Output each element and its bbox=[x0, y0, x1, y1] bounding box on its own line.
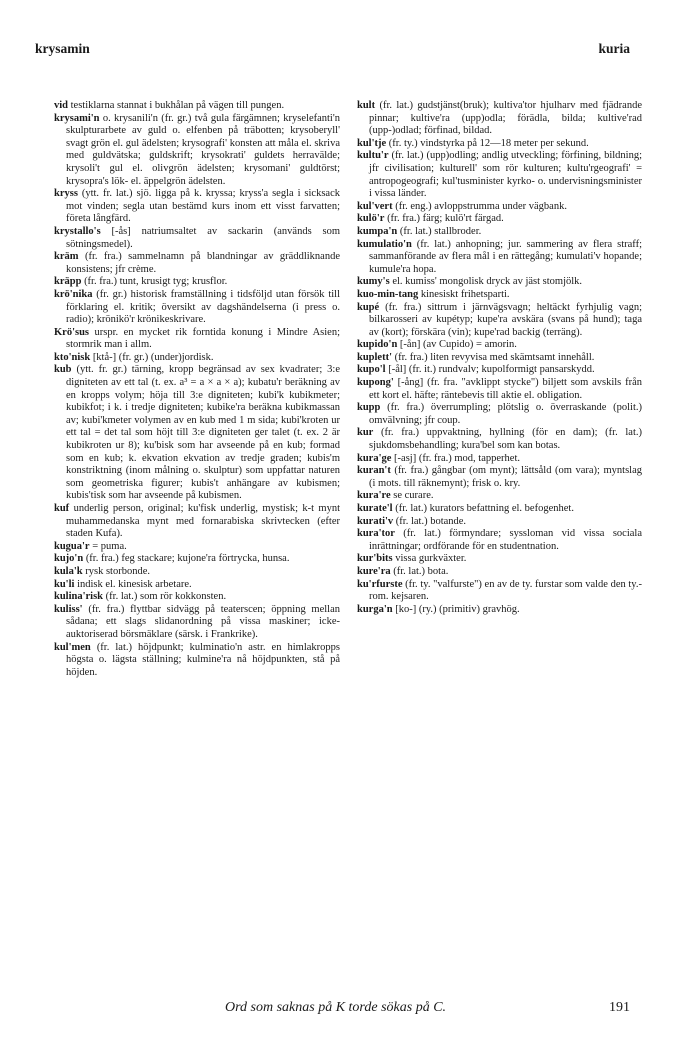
entry: kultu'r (fr. lat.) (upp)odling; andlig utveckling; förfining, bildning; jfr civilisation; kulturell' som rör kulturen; kultu'rgeografi' = antropogeografi; kul'tusminister kyrko- o. undervisningsminister i vissa länder. bbox=[357, 150, 642, 200]
entry: kura're se curare. bbox=[357, 490, 434, 502]
entry: kumulatio'n (fr. lat.) anhopning; jur. sammering av flera straff; sammanförande av flera mål i en rättegång; kumulati'v hopande; kumule'ra hopa. bbox=[357, 238, 642, 275]
entry: vid testiklarna stannat i bukhålan på vägen till pungen. bbox=[54, 100, 285, 111]
entry: ku'li indisk el. kinesisk arbetare. bbox=[54, 578, 192, 590]
entry: kur (fr. fra.) uppvaktning, hyllning (för en dam); (fr. lat.) sjukdomsbehandling; kura'bel som kan botas. bbox=[357, 427, 642, 452]
entry: kurga'n [ko-] (ry.) (primitiv) gravhög. bbox=[357, 603, 520, 615]
entry: kulö'r (fr. fra.) färg; kulö'rt färgad. bbox=[357, 213, 504, 225]
entry: kumpa'n (fr. lat.) stallbroder. bbox=[357, 225, 482, 237]
entry: kryss (ytt. fr. lat.) sjö. ligga på k. kryssa; kryss'a segla i sicksack mot vinden; segla utan bestämd kurs inom ett visst farvatten; företa långfärd. bbox=[54, 188, 340, 225]
entry: kujo'n (fr. fra.) feg stackare; kujone'ra förtrycka, hunsa. bbox=[54, 553, 290, 565]
last-guide-word: kuria bbox=[598, 41, 630, 56]
entry: kuf underlig person, original; ku'fisk underlig, mystisk; k-t mynt muhammedanska mynt med fornarabiska skrivtecken (efter staden Kufa). bbox=[54, 503, 340, 540]
right-column bbox=[357, 100, 642, 616]
entry: kulina'risk (fr. lat.) som rör kokkonsten. bbox=[54, 591, 227, 603]
entry: kupo'l [-ål] (fr. it.) rundvalv; kupolformigt pansarskydd. bbox=[357, 364, 595, 376]
entry: kupé (fr. fra.) sittrum i järnvägsvagn; heltäckt fyrhjulig vagn; bilkarosseri av kupétyp; kupe'ra avskära (svans på hund); taga av (kort); förskära (vin); kupe'rad backig (terräng). bbox=[357, 301, 642, 338]
entry: krystallo's [-ås] natriumsaltet av sackarin (används som sötningsmedel). bbox=[54, 225, 340, 250]
entry: kula'k rysk storbonde. bbox=[54, 565, 150, 577]
entry: krö'nika (fr. gr.) historisk framställning i tidsföljd utan försök till förklaring el. kritik; översikt av dagshändelserna (i press o. radio); krönikö'r krönikeskrivare. bbox=[54, 288, 340, 326]
entry: kurati'v (fr. lat.) botande. bbox=[357, 515, 467, 527]
entry: kupp (fr. fra.) överrumpling; plötslig o. överraskande (polit.) omvälvning; jfr coup. bbox=[357, 402, 642, 426]
entry: kur'bits vissa gurkväxter. bbox=[357, 553, 467, 565]
entry: kurate'l (fr. lat.) kurators befattning el. befogenhet. bbox=[357, 503, 574, 514]
entry: kult (fr. lat.) gudstjänst(bruk); kultiva'tor hjulharv med fjädrande pinnar; kultive'ra (upp)odla; förädla, bilda; kultive'rad (upp-)odlad; förfinad, bildad. bbox=[357, 100, 642, 137]
entry: Krö'sus urspr. en mycket rik forntida konung i Mindre Asien; stormrik man i allm. bbox=[54, 326, 340, 351]
entry: kub (ytt. fr. gr.) tärning, kropp begränsad av sex kvadrater; 3:e digniteten av ett tal (t. ex. a³ = a × a × a); kubatu'r beräkning av en kropps volym; höja till 3:e digniteten; kubi'k kubikmeter; kubikfot; i k. i tredje digniteten; kubike'ra beräkna kubikmassan av; kubi'kmeter volymen av en kub med 1 m sida; kubi'kroten ur ett tal = det tal som höjt till 3:e digniteten ger talet (t. ex. 2 är kubikroten ur 8); ku'bisk som har avseende på en kub; formad som en kub; k. ekvation ekvation av tredje graden; kubis'm konstriktning (inom målning o. skulptur) som uppfattar naturen som geometriska figurer; kubis't anhängare av kubismen; kubis'tisk som har avseende på kubismen. bbox=[54, 364, 340, 502]
entry: kure'ra (fr. lat.) bota. bbox=[357, 565, 449, 577]
first-guide-word: krysamin bbox=[35, 41, 90, 56]
entry: ku'rfurste (fr. ty. "valfurste") en av de ty. furstar som valde den ty.-rom. kejsaren. bbox=[357, 578, 642, 603]
entry: kuo-min-tang kinesiskt frihetsparti. bbox=[357, 288, 510, 300]
entry: kupido'n [-ån] (av Cupido) = amorin. bbox=[357, 339, 517, 351]
footer bbox=[0, 1000, 688, 1020]
entry: kuliss' (fr. fra.) flyttbar sidvägg på teaterscen; öppning mellan sådana; ett slags slidanordning på vissa maskiner; icke-auktoriserad börsmäklare (särsk. i Frankrike). bbox=[54, 603, 340, 640]
entry: kräm (fr. fra.) sammelnamn på blandningar av gräddliknande konsistens; jfr crème. bbox=[54, 251, 340, 275]
entry: kupong' [-ång] (fr. fra. "avklippt stycke") biljett som avskils från ett kort el. häfte; räntebevis till aktie el. obligation. bbox=[357, 377, 642, 401]
left-column bbox=[54, 100, 340, 679]
entry: kul'vert (fr. eng.) avloppstrumma under vägbank. bbox=[357, 200, 567, 212]
entry: kumy's el. kumiss' mongolisk dryck av jäst stomjölk. bbox=[357, 276, 583, 288]
footer-note: Ord som saknas på K torde sökas på C. bbox=[225, 1000, 447, 1015]
entry: kura'ge [-asj] (fr. fra.) mod, tapperhet. bbox=[357, 452, 520, 464]
entry: kto'nisk [ktå-] (fr. gr.) (under)jordisk. bbox=[54, 351, 214, 363]
entry: kura'tor (fr. lat.) förmyndare; syssloman vid vissa sociala inrättningar; ordförande för en studentnation. bbox=[357, 528, 642, 552]
running-head bbox=[0, 41, 688, 61]
entry: kugua'r = puma. bbox=[54, 540, 127, 552]
entry: kräpp (fr. fra.) tunt, krusigt tyg; krusflor. bbox=[54, 276, 228, 288]
entry: kuran't (fr. fra.) gångbar (om mynt); lättsåld (om vara); myntslag (i mots. till räknemynt); frisk o. kry. bbox=[357, 465, 642, 489]
entry: kul'tje (fr. ty.) vindstyrka på 12—18 meter per sekund. bbox=[357, 137, 589, 149]
entry: kuplett' (fr. fra.) liten revyvisa med skämtsamt innehåll. bbox=[357, 351, 595, 363]
entry: kul'men (fr. lat.) höjdpunkt; kulminatio'n astr. en himlakropps högsta o. lägsta ställning; kulmine'ra nå höjdpunkten, stå på höjden. bbox=[54, 641, 340, 678]
page-number: 191 bbox=[609, 1000, 630, 1015]
entry: krysami'n o. krysanili'n (fr. gr.) två gula färgämnen; kryselefanti'n skulpturarbete av guld o. elfenben på träbotten; krysoberyll' svagt grön el. gul ädelsten; krysografi' konsten att måla el. skriva med guldvätska; guldskrift; krysokrati' guldets herravälde; krysoli't gul el. olivgrön ädelsten; krysomani' guldtörst; krysopra's lök- el. äppelgrön ädelsten. bbox=[54, 112, 340, 187]
